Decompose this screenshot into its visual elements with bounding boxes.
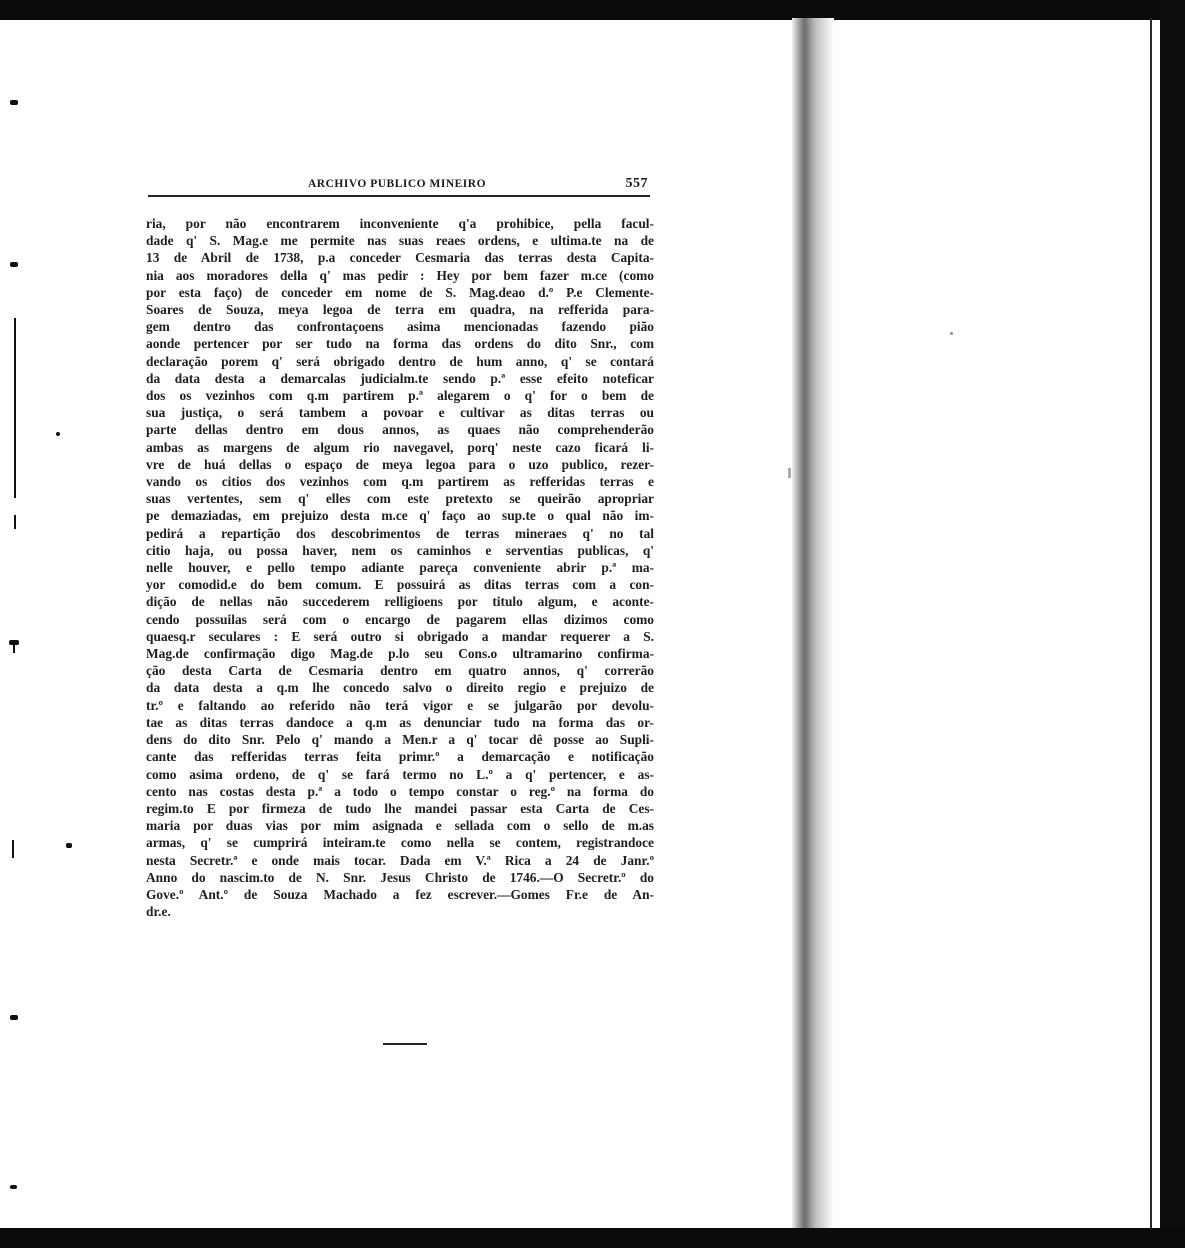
text-line: cendo possuilas será com o encargo de pagarem ellas dizimos como: [146, 611, 654, 627]
text-line: Mag.de confirmação digo Mag.de p.lo seu Cons.o ultramarino confirma-: [146, 646, 654, 662]
scan-border-bottom: [0, 1228, 1185, 1248]
text-line: tr.º e faltando ao referido não terá vigor e se julgarão por devolu-: [146, 697, 654, 713]
text-line: regim.to E por firmeza de tudo lhe mandei passar esta Carta de Ces-: [146, 800, 654, 816]
text-line: Soares de Souza, meya legoa de terra em quadra, na refferida para-: [146, 302, 654, 318]
header-title: ARCHIVO PUBLICO MINEIRO: [308, 178, 487, 190]
text-line: pe demaziadas, em prejuizo desta m.ce q' faço ao sup.te o qual não im-: [146, 508, 654, 524]
text-line: aonde pertencer por ser tudo na forma das ordens do dito Snr., com: [146, 336, 654, 352]
document-body: [146, 215, 654, 920]
scan-border-top: [0, 0, 1185, 20]
scan-border-right: [1160, 0, 1185, 1248]
margin-mark-bar: [12, 840, 14, 858]
text-line: declaração porem q' será obrigado dentro de hum anno, q' se contará: [146, 353, 654, 369]
text-line: armas, q' se cumprirá inteiram.te como nella se contem, registrandoce: [146, 835, 654, 851]
paper-speck: [788, 468, 791, 478]
book-gutter-shadow: [792, 18, 834, 1230]
facing-page-edge: [1150, 18, 1152, 1230]
text-line: vando os citios dos vezinhos com q.m partirem as refferidas terras e: [146, 474, 654, 490]
margin-mark-bar: [13, 645, 15, 653]
text-line: da data desta a q.m lhe concedo salvo o direito regio e prejuizo de: [146, 680, 654, 696]
text-line: dade q' S. Mag.e me permite nas suas reaes ordens, e ultima.te na de: [146, 233, 654, 249]
page-number: 557: [625, 176, 648, 191]
text-line: sua justiça, o será tambem a povoar e cultivar as ditas terras ou: [146, 405, 654, 421]
text-line: Anno do nascim.to de N. Snr. Jesus Christo de 1746.—O Secretr.º do: [146, 869, 654, 885]
margin-mark-bar: [14, 515, 16, 529]
text-line: dição de nellas não succederem relligioens por titulo algum, e aconte-: [146, 594, 654, 610]
margin-mark-bar: [14, 318, 16, 498]
text-line: ambas as margens de algum rio navegavel, porq' neste cazo ficará li-: [146, 439, 654, 455]
text-line: maria por duas vias por mim asignada e sellada com o sello de m.as: [146, 818, 654, 834]
text-line: pedirá a repartição dos descobrimentos de terras mineraes q' no tal: [146, 525, 654, 541]
margin-mark-dot: [10, 262, 18, 267]
text-line: quaesq.r seculares : E será outro si obrigado a mandar requerer a S.: [146, 628, 654, 644]
closing-rule: [383, 1043, 427, 1045]
text-line: cante das refferidas terras feita primr.º a demarcação e notificação: [146, 749, 654, 765]
text-line: yor comodid.e do bem comum. E possuirá as ditas terras com a con-: [146, 577, 654, 593]
running-header: [148, 176, 650, 194]
text-line: nesta Secretr.ª e onde mais tocar. Dada em V.ª Rica a 24 de Janr.º: [146, 852, 654, 868]
text-line: por esta faço) de conceder em nome de S. Mag.deao d.º P.e Clemente-: [146, 284, 654, 300]
text-line: nelle houver, e pello tempo adiante pareça conveniente abrir p.ª ma-: [146, 560, 654, 576]
text-line: como asima ordeno, de q' se fará termo no L.º a q' pertencer, e as-: [146, 766, 654, 782]
text-line: ria, por não encontrarem inconveniente q'a prohibice, pella facul-: [146, 216, 654, 231]
text-line: nia aos moradores della q' mas pedir : Hey por bem fazer m.ce (como: [146, 267, 654, 283]
text-line: Gove.º Ant.º de Souza Machado a fez escrever.—Gomes Fr.e de An-: [146, 886, 654, 902]
text-line: parte dellas dentro em dous annos, as quaes não comprehenderão: [146, 422, 654, 438]
text-line: cento nas costas desta p.ª a todo o tempo constar o reg.º na forma do: [146, 783, 654, 799]
text-line: tae as ditas terras dandoce a q.m as denunciar tudo na forma das or-: [146, 714, 654, 730]
text-line: gem dentro das confrontaçoens asima mencionadas fazendo pião: [146, 319, 654, 335]
margin-mark-dot: [10, 100, 18, 105]
text-line: 13 de Abril de 1738, p.a conceder Cesmaria das terras desta Capita-: [146, 250, 654, 266]
header-rule: [148, 195, 650, 197]
text-line: dr.e.: [146, 904, 171, 920]
margin-mark-dot: [66, 843, 72, 848]
paper-speck: [950, 332, 953, 335]
text-line: dos os vezinhos com q.m partirem p.ª alegarem o q' for o bem de: [146, 388, 654, 404]
text-line: vre de huá dellas o espaço de meya legoa para o uzo publico, rezer-: [146, 456, 654, 472]
text-line: citio haja, ou possa haver, nem os caminhos e serventias publicas, q': [146, 542, 654, 558]
margin-mark-dot: [10, 1185, 17, 1189]
text-line: ção desta Carta de Cesmaria dentro em quatro annos, q' correrão: [146, 663, 654, 679]
text-line: dens do dito Snr. Pelo q' mando a Men.r a q' tocar dê posse ao Supli-: [146, 732, 654, 748]
text-line: suas vertentes, sem q' elles com este pretexto se queirão apropriar: [146, 491, 654, 507]
margin-mark-dot: [10, 1015, 18, 1020]
margin-mark-dot: [56, 432, 60, 436]
text-line: da data desta a demarcalas judicialm.te sendo p.ª esse efeito noteficar: [146, 370, 654, 386]
